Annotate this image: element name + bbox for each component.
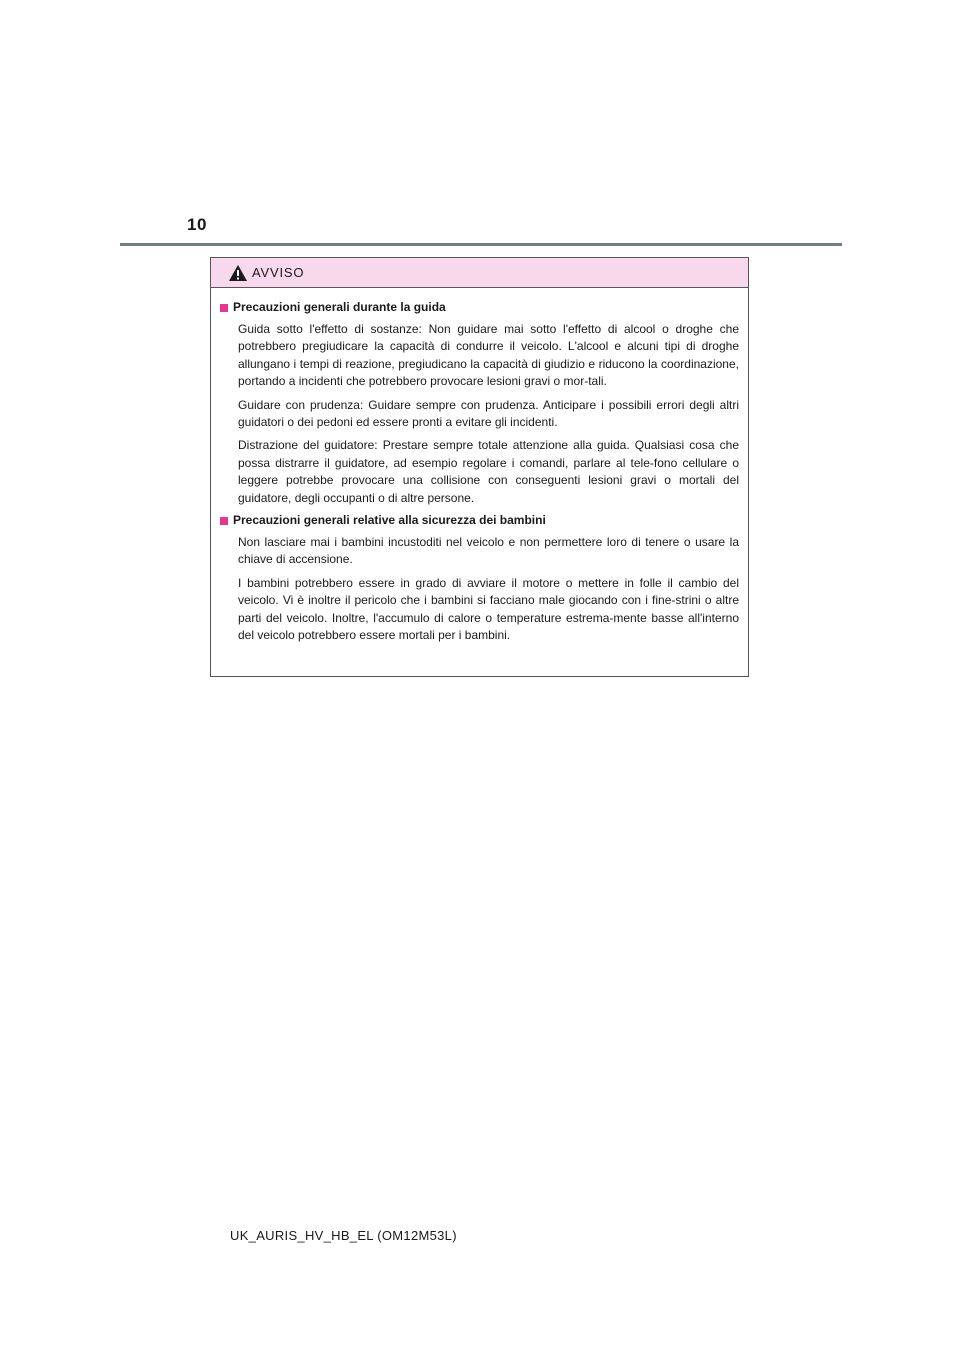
page-number: 10	[187, 215, 207, 234]
paragraph: Guida sotto l'effetto di sostanze: Non guidare mai sotto l'effetto di alcool o droghe che potrebbero pregiudicare la capacità di condurre il veicolo. L'alcool e alcuni tipi di droghe allungano i tempi di reazione, pregiudicano la capacità di giudizio e riducono la coordinazione, portando a incidenti che potrebbero provocare lesioni gravi o mor-tali.	[238, 322, 739, 389]
paragraph: I bambini potrebbero essere in grado di avviare il motore o mettere in folle il cambio del veicolo. Vi è inoltre il pericolo che i bambini si facciano male giocando con i fine-strini o altre parti del veicolo. Inoltre, l'accumulo di calore o temperature estrema-mente basse all'interno del veicolo potrebbero essere mortali per i bambini.	[238, 575, 739, 643]
section-heading-children	[220, 513, 739, 528]
section-heading-driving	[220, 300, 739, 315]
warning-triangle-icon	[228, 264, 248, 282]
header-rule	[120, 243, 842, 246]
square-bullet-icon	[220, 517, 228, 525]
warning-header	[211, 258, 748, 288]
paragraph: Distrazione del guidatore: Prestare sempre totale attenzione alla guida. Qualsiasi cosa che possa distrarre il guidatore, ad esempio regolare i comandi, parlare al tele-fono cellulare o leggere potrebbe provocare una collisione con conseguenti lesioni gravi o mortali del guidatore, degli occupanti o di altre persone.	[238, 438, 739, 505]
warning-box	[210, 257, 749, 677]
warning-title: AVVISO	[252, 265, 305, 280]
paragraph: Guidare con prudenza: Guidare sempre con prudenza. Anticipare i possibili errori degli altri guidatori o dei pedoni ed essere pronti a evitare gli incidenti.	[238, 397, 739, 430]
footer-manual-code: UK_AURIS_HV_HB_EL (OM12M53L)	[230, 1228, 457, 1243]
paragraph: Non lasciare mai i bambini incustoditi nel veicolo e non permettere loro di tenere o usare la chiave di accensione.	[238, 535, 739, 567]
square-bullet-icon	[220, 304, 228, 312]
warning-body	[211, 288, 748, 645]
section-heading-text: Precauzioni generali relative alla sicurezza dei bambini	[233, 513, 546, 528]
section-heading-text: Precauzioni generali durante la guida	[233, 300, 446, 314]
